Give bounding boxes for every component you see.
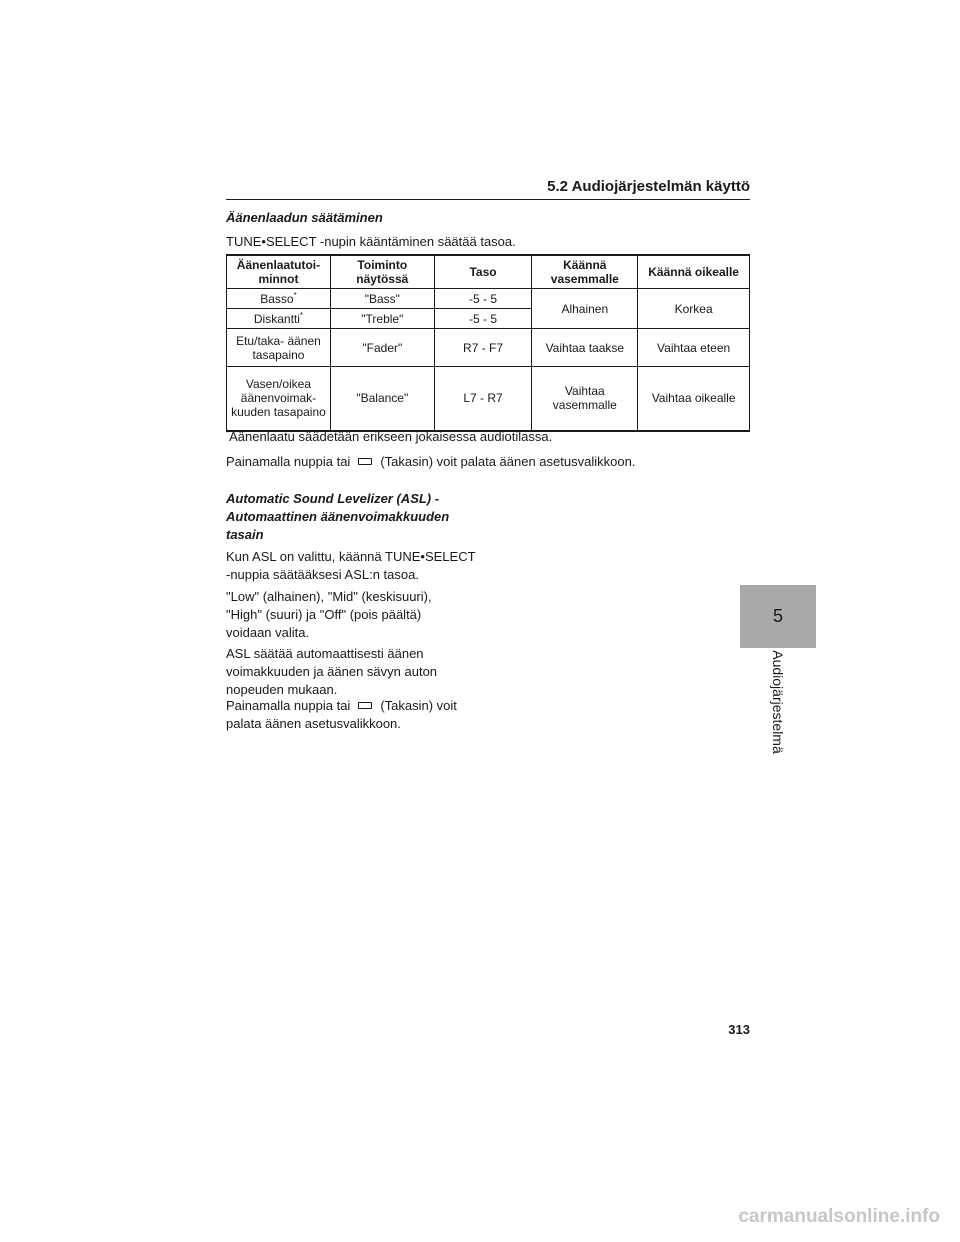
display-cell: "Fader" xyxy=(330,329,434,367)
header-cell: Käännä oikealle xyxy=(638,255,750,289)
function-cell: Basso* xyxy=(227,289,331,309)
footnote-marker: * xyxy=(299,310,304,320)
header-cell: Toiminto näytössä xyxy=(330,255,434,289)
header-cell: Käännä vasemmalle xyxy=(532,255,638,289)
back-note: Painamalla nuppia tai (Takasin) voit palata äänen asetusvalikkoon. xyxy=(226,454,636,469)
footnote-marker: * xyxy=(293,290,297,300)
function-cell: Etu/taka- äänen tasapaino xyxy=(227,329,331,367)
level-cell: -5 - 5 xyxy=(434,309,532,329)
function-cell: Diskantti* xyxy=(227,309,331,329)
table-row xyxy=(227,329,750,367)
footnote: *Äänenlaatu säädetään erikseen jokaisessa audiotilassa. xyxy=(226,428,553,444)
turn-right-cell: Vaihtaa oikealle xyxy=(638,367,750,431)
section-heading: Äänenlaadun säätäminen xyxy=(226,210,383,225)
level-cell: L7 - R7 xyxy=(434,367,532,431)
header-cell: Äänenlaatutoi-minnot xyxy=(227,255,331,289)
table-header-row xyxy=(227,255,750,289)
asl-back-note: Painamalla nuppia tai (Takasin) voit palata äänen asetusvalikkoon. xyxy=(226,698,457,731)
back-button-icon xyxy=(358,702,372,709)
turn-right-cell: Korkea xyxy=(638,289,750,329)
table-row xyxy=(227,367,750,431)
level-cell: -5 - 5 xyxy=(434,289,532,309)
asl-heading: Automatic Sound Levelizer (ASL) - Automaattinen äänenvoimakkuuden tasain xyxy=(226,491,450,542)
sound-quality-table xyxy=(226,254,750,432)
footnote-marker: * xyxy=(226,428,230,438)
level-cell: R7 - F7 xyxy=(434,329,532,367)
watermark: carmanualsonline.info xyxy=(738,1206,940,1227)
table-row xyxy=(227,289,750,309)
chapter-label: Audiojärjestelmä xyxy=(770,650,786,754)
display-cell: "Bass" xyxy=(330,289,434,309)
turn-left-cell: Vaihtaa taakse xyxy=(532,329,638,367)
asl-paragraph: ASL säätää automaattisesti äänen voimakkuuden ja äänen sävyn auton nopeuden mukaan. xyxy=(226,646,438,697)
turn-right-cell: Vaihtaa eteen xyxy=(638,329,750,367)
asl-paragraph: Kun ASL on valittu, käännä TUNE•SELECT -nuppia säätääksesi ASL:n tasoa. xyxy=(226,549,476,582)
turn-left-cell: Vaihtaa vasemmalle xyxy=(532,367,638,431)
display-cell: "Balance" xyxy=(330,367,434,431)
turn-left-cell: Alhainen xyxy=(532,289,638,329)
function-cell: Vasen/oikea äänenvoimak-kuuden tasapaino xyxy=(227,367,331,431)
header-cell: Taso xyxy=(434,255,532,289)
page-number: 313 xyxy=(728,1022,750,1037)
back-button-icon xyxy=(358,458,372,465)
display-cell: "Treble" xyxy=(330,309,434,329)
section-header: 5.2 Audiojärjestelmän käyttö xyxy=(226,178,750,200)
intro-text: TUNE•SELECT -nupin kääntäminen säätää tasoa. xyxy=(226,234,516,249)
chapter-tab: 5 xyxy=(740,585,816,648)
asl-paragraph: "Low" (alhainen), "Mid" (keskisuuri), "High" (suuri) ja "Off" (pois päältä) voidaan valita. xyxy=(226,589,432,640)
